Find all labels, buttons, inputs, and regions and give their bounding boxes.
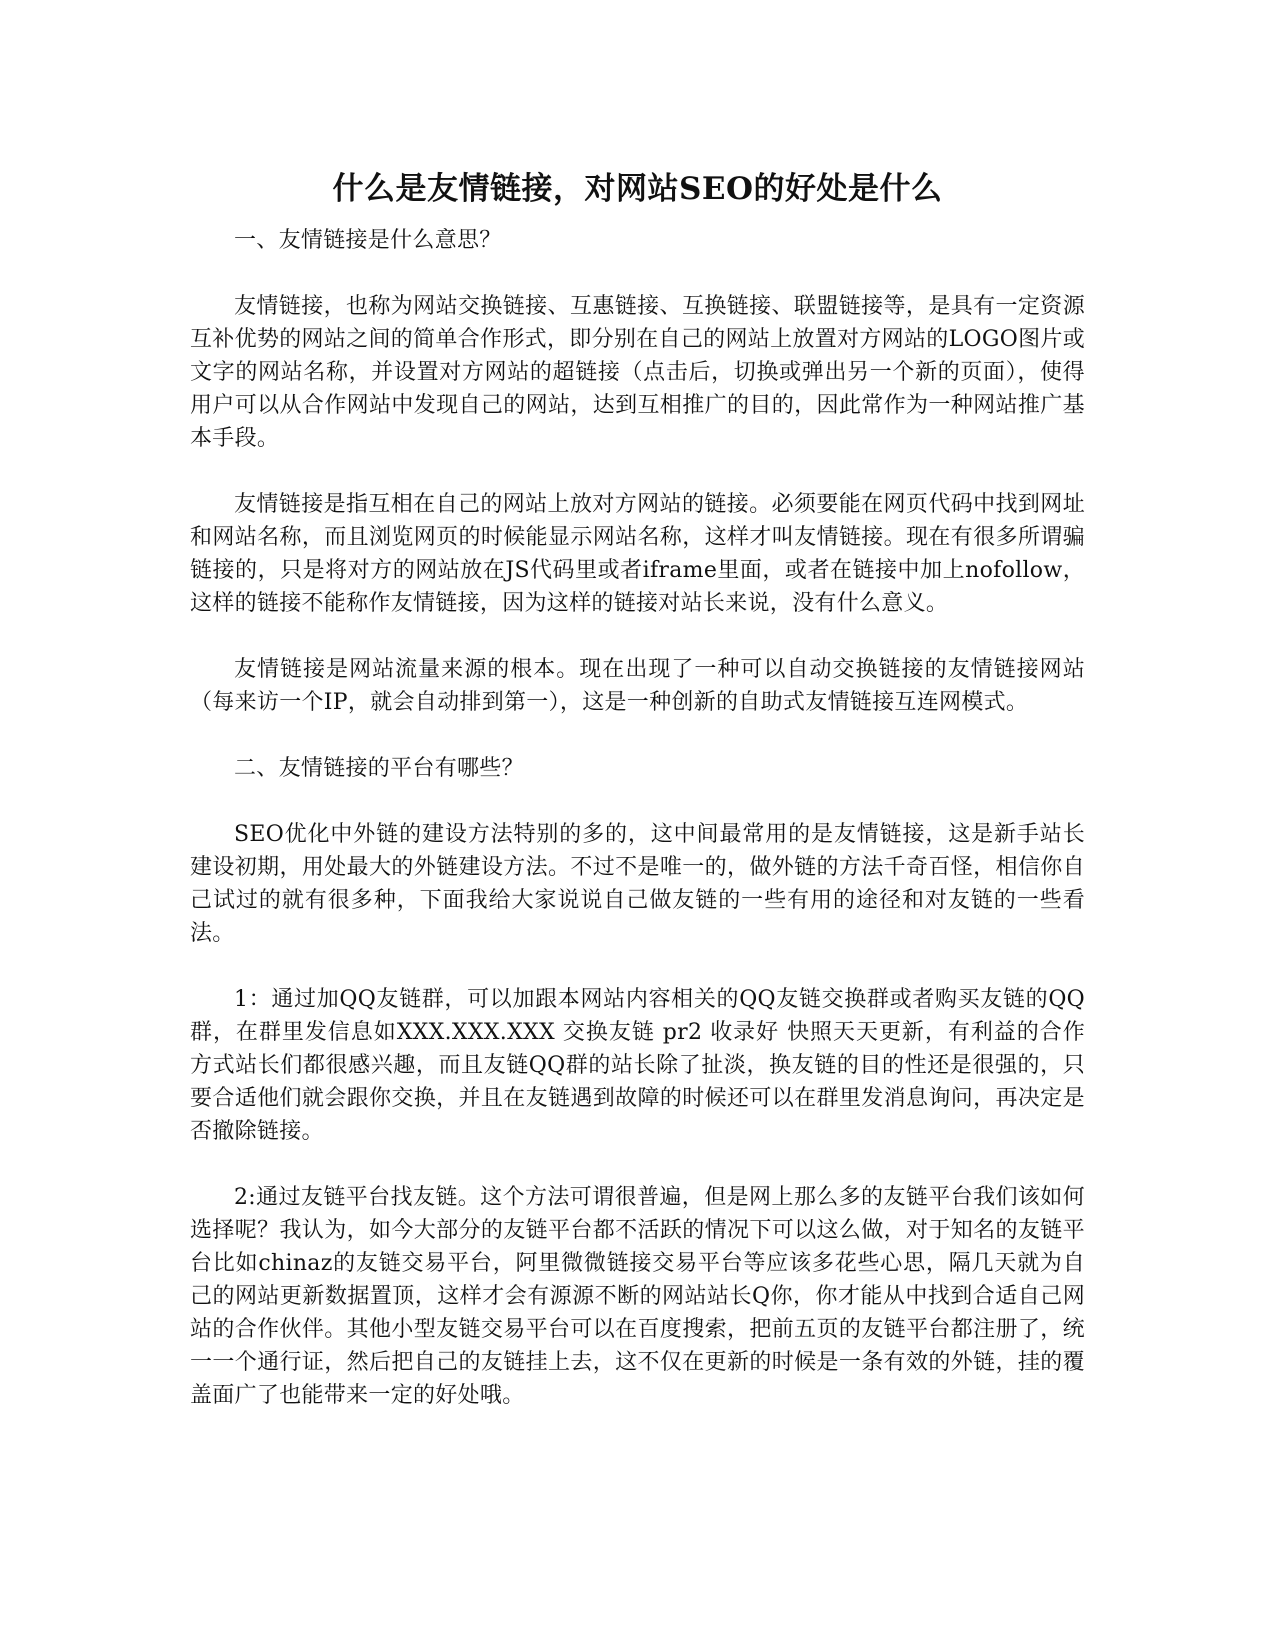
paragraph-6: 2:通过友链平台找友链。这个方法可谓很普遍，但是网上那么多的友链平台我们该如何选择呢？我认为，如今大部分的友链平台都不活跃的情况下可以这么做，对于知名的友链平台比如chinaz的友链交易平台，阿里微微链接交易平台等应该多花些心思，隔几天就为自己的网站更新数据置顶，这样才会有源源不断的网站站长Q你，你才能从中找到合适自己网站的合作伙伴。其他小型友链交易平台可以在百度搜索，把前五页的友链平台都注册了，统一一个通行证，然后把自己的友链挂上去，这不仅在更新的时候是一条有效的外链，挂的覆盖面广了也能带来一定的好处哦。 <box>190 1185 1085 1408</box>
section-heading-2: 二、友情链接的平台有哪些？ <box>234 756 524 781</box>
paragraph-1: 友情链接，也称为网站交换链接、互惠链接、互换链接、联盟链接等，是具有一定资源互补优势的网站之间的简单合作形式，即分别在自己的网站上放置对方网站的LOGO图片或文字的网站名称，并设置对方网站的超链接（点击后，切换或弹出另一个新的页面），使得用户可以从合作网站中发现自己的网站，达到互相推广的目的，因此常作为一种网站推广基本手段。 <box>190 294 1085 451</box>
document-body <box>190 224 1085 1412</box>
document-title: 什么是友情链接，对网站SEO的好处是什么 <box>332 170 943 207</box>
paragraph-2: 友情链接是指互相在自己的网站上放对方网站的链接。必须要能在网页代码中找到网址和网站名称，而且浏览网页的时候能显示网站名称，这样才叫友情链接。现在有很多所谓骗链接的，只是将对方的网站放在JS代码里或者iframe里面，或者在链接中加上nofollow，这样的链接不能称作友情链接，因为这样的链接对站长来说，没有什么意义。 <box>190 492 1085 616</box>
paragraph-3: 友情链接是网站流量来源的根本。现在出现了一种可以自动交换链接的友情链接网站（每来访一个IP，就会自动排到第一），这是一种创新的自助式友情链接互连网模式。 <box>190 657 1085 715</box>
paragraph-5: 1：通过加QQ友链群，可以加跟本网站内容相关的QQ友链交换群或者购买友链的QQ群，在群里发信息如XXX.XXX.XXX 交换友链 pr2 收录好 快照天天更新，有利益的合作方式站长们都很感兴趣，而且友链QQ群的站长除了扯淡，换友链的目的性还是很强的，只要合适他们就会跟你交换，并且在友链遇到故障的时候还可以在群里发消息询问，再决定是否撤除链接。 <box>190 987 1085 1144</box>
paragraph-4: SEO优化中外链的建设方法特别的多的，这中间最常用的是友情链接，这是新手站长建设初期，用处最大的外链建设方法。不过不是唯一的，做外链的方法千奇百怪，相信你自己试过的就有很多种，下面我给大家说说自己做友链的一些有用的途径和对友链的一些看法。 <box>190 822 1085 946</box>
section-heading-1: 一、友情链接是什么意思？ <box>234 228 502 253</box>
